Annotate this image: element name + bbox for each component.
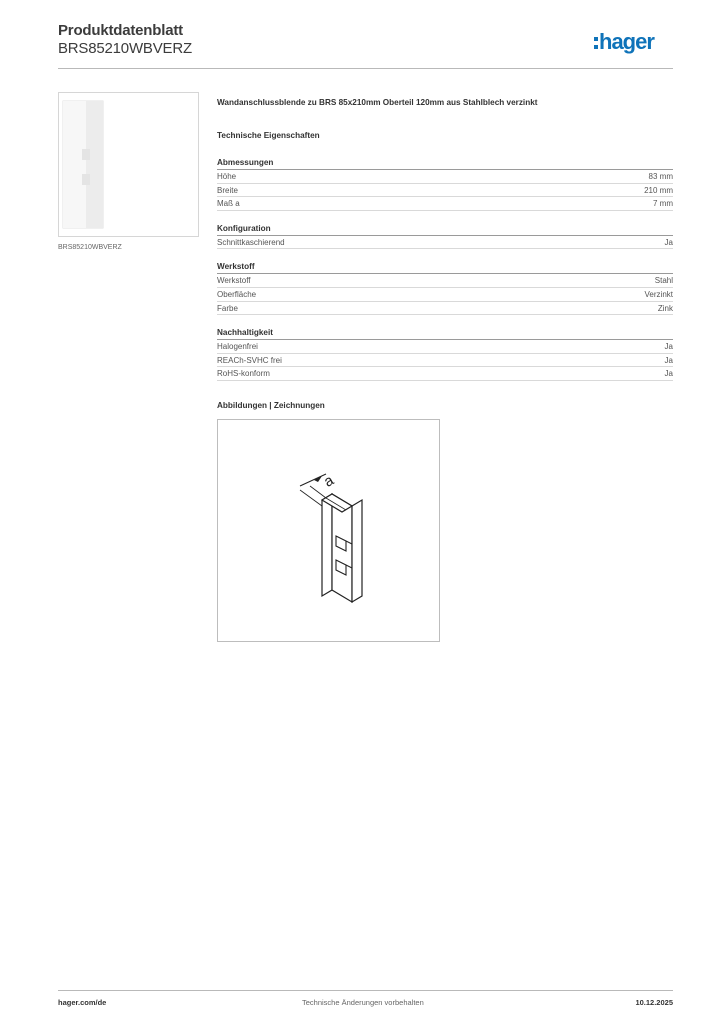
technical-properties-heading: Technische Eigenschaften: [217, 131, 320, 140]
thumbnail-caption: BRS85210WBVERZ: [58, 244, 122, 251]
row-label: Breite: [217, 185, 238, 195]
row-value: Ja: [664, 369, 673, 379]
section-title: Konfiguration: [217, 223, 673, 236]
section-title: Abmessungen: [217, 157, 673, 170]
dimension-label-a: a: [321, 471, 337, 491]
row-label: Halogenfrei: [217, 342, 258, 352]
section-title: Werkstoff: [217, 261, 673, 274]
technical-drawing-svg: [218, 420, 439, 641]
footer-website: hager.com/de: [58, 998, 107, 1007]
product-thumbnail: [58, 92, 199, 237]
hager-logo: [594, 24, 676, 58]
row-value: 210 mm: [644, 185, 673, 195]
figures-heading: Abbildungen | Zeichnungen: [217, 400, 325, 410]
row-label: Schnittkaschierend: [217, 237, 285, 247]
row-label: Maß a: [217, 199, 240, 209]
row-value: Ja: [664, 342, 673, 352]
row-label: REACh-SVHC frei: [217, 355, 282, 365]
footer-notice: Technische Änderungen vorbehalten: [302, 998, 424, 1007]
row-value: 7 mm: [653, 199, 673, 209]
table-row: [217, 197, 673, 211]
row-value: Verzinkt: [644, 289, 673, 299]
row-label: Werkstoff: [217, 276, 251, 286]
row-label: Oberfläche: [217, 289, 257, 299]
product-details: [217, 97, 673, 642]
row-value: Ja: [664, 355, 673, 365]
technical-drawing: [217, 419, 440, 642]
row-label: Höhe: [217, 172, 237, 181]
table-row: [217, 184, 673, 198]
table-row: [217, 302, 673, 316]
header-divider: [58, 68, 673, 69]
section-dimensions: [217, 157, 673, 211]
section-material: [217, 261, 673, 315]
table-row: [217, 236, 673, 250]
row-label: Farbe: [217, 303, 238, 313]
footer-date: 10.12.2025: [635, 998, 673, 1007]
section-configuration: [217, 223, 673, 250]
table-row: [217, 354, 673, 368]
table-row: [217, 367, 673, 381]
product-description: Wandanschlussblende zu BRS 85x210mm Oberteil 120mm aus Stahlblech verzinkt: [217, 98, 538, 107]
footer-divider: [58, 990, 673, 991]
table-row: [217, 170, 673, 184]
table-row: [217, 274, 673, 288]
table-row: [217, 288, 673, 302]
row-label: RoHS-konform: [217, 369, 270, 379]
table-row: [217, 340, 673, 354]
row-value: Ja: [664, 237, 673, 247]
document-title: Produktdatenblatt: [58, 22, 183, 39]
logo-text: hager: [599, 29, 654, 54]
row-value: 83 mm: [648, 172, 673, 181]
product-sku: BRS85210WBVERZ: [58, 40, 192, 57]
section-title: Nachhaltigkeit: [217, 327, 673, 340]
product-thumbnail-image: [59, 93, 200, 238]
section-sustainability: [217, 327, 673, 381]
row-value: Zink: [657, 303, 673, 313]
row-value: Stahl: [654, 276, 673, 286]
